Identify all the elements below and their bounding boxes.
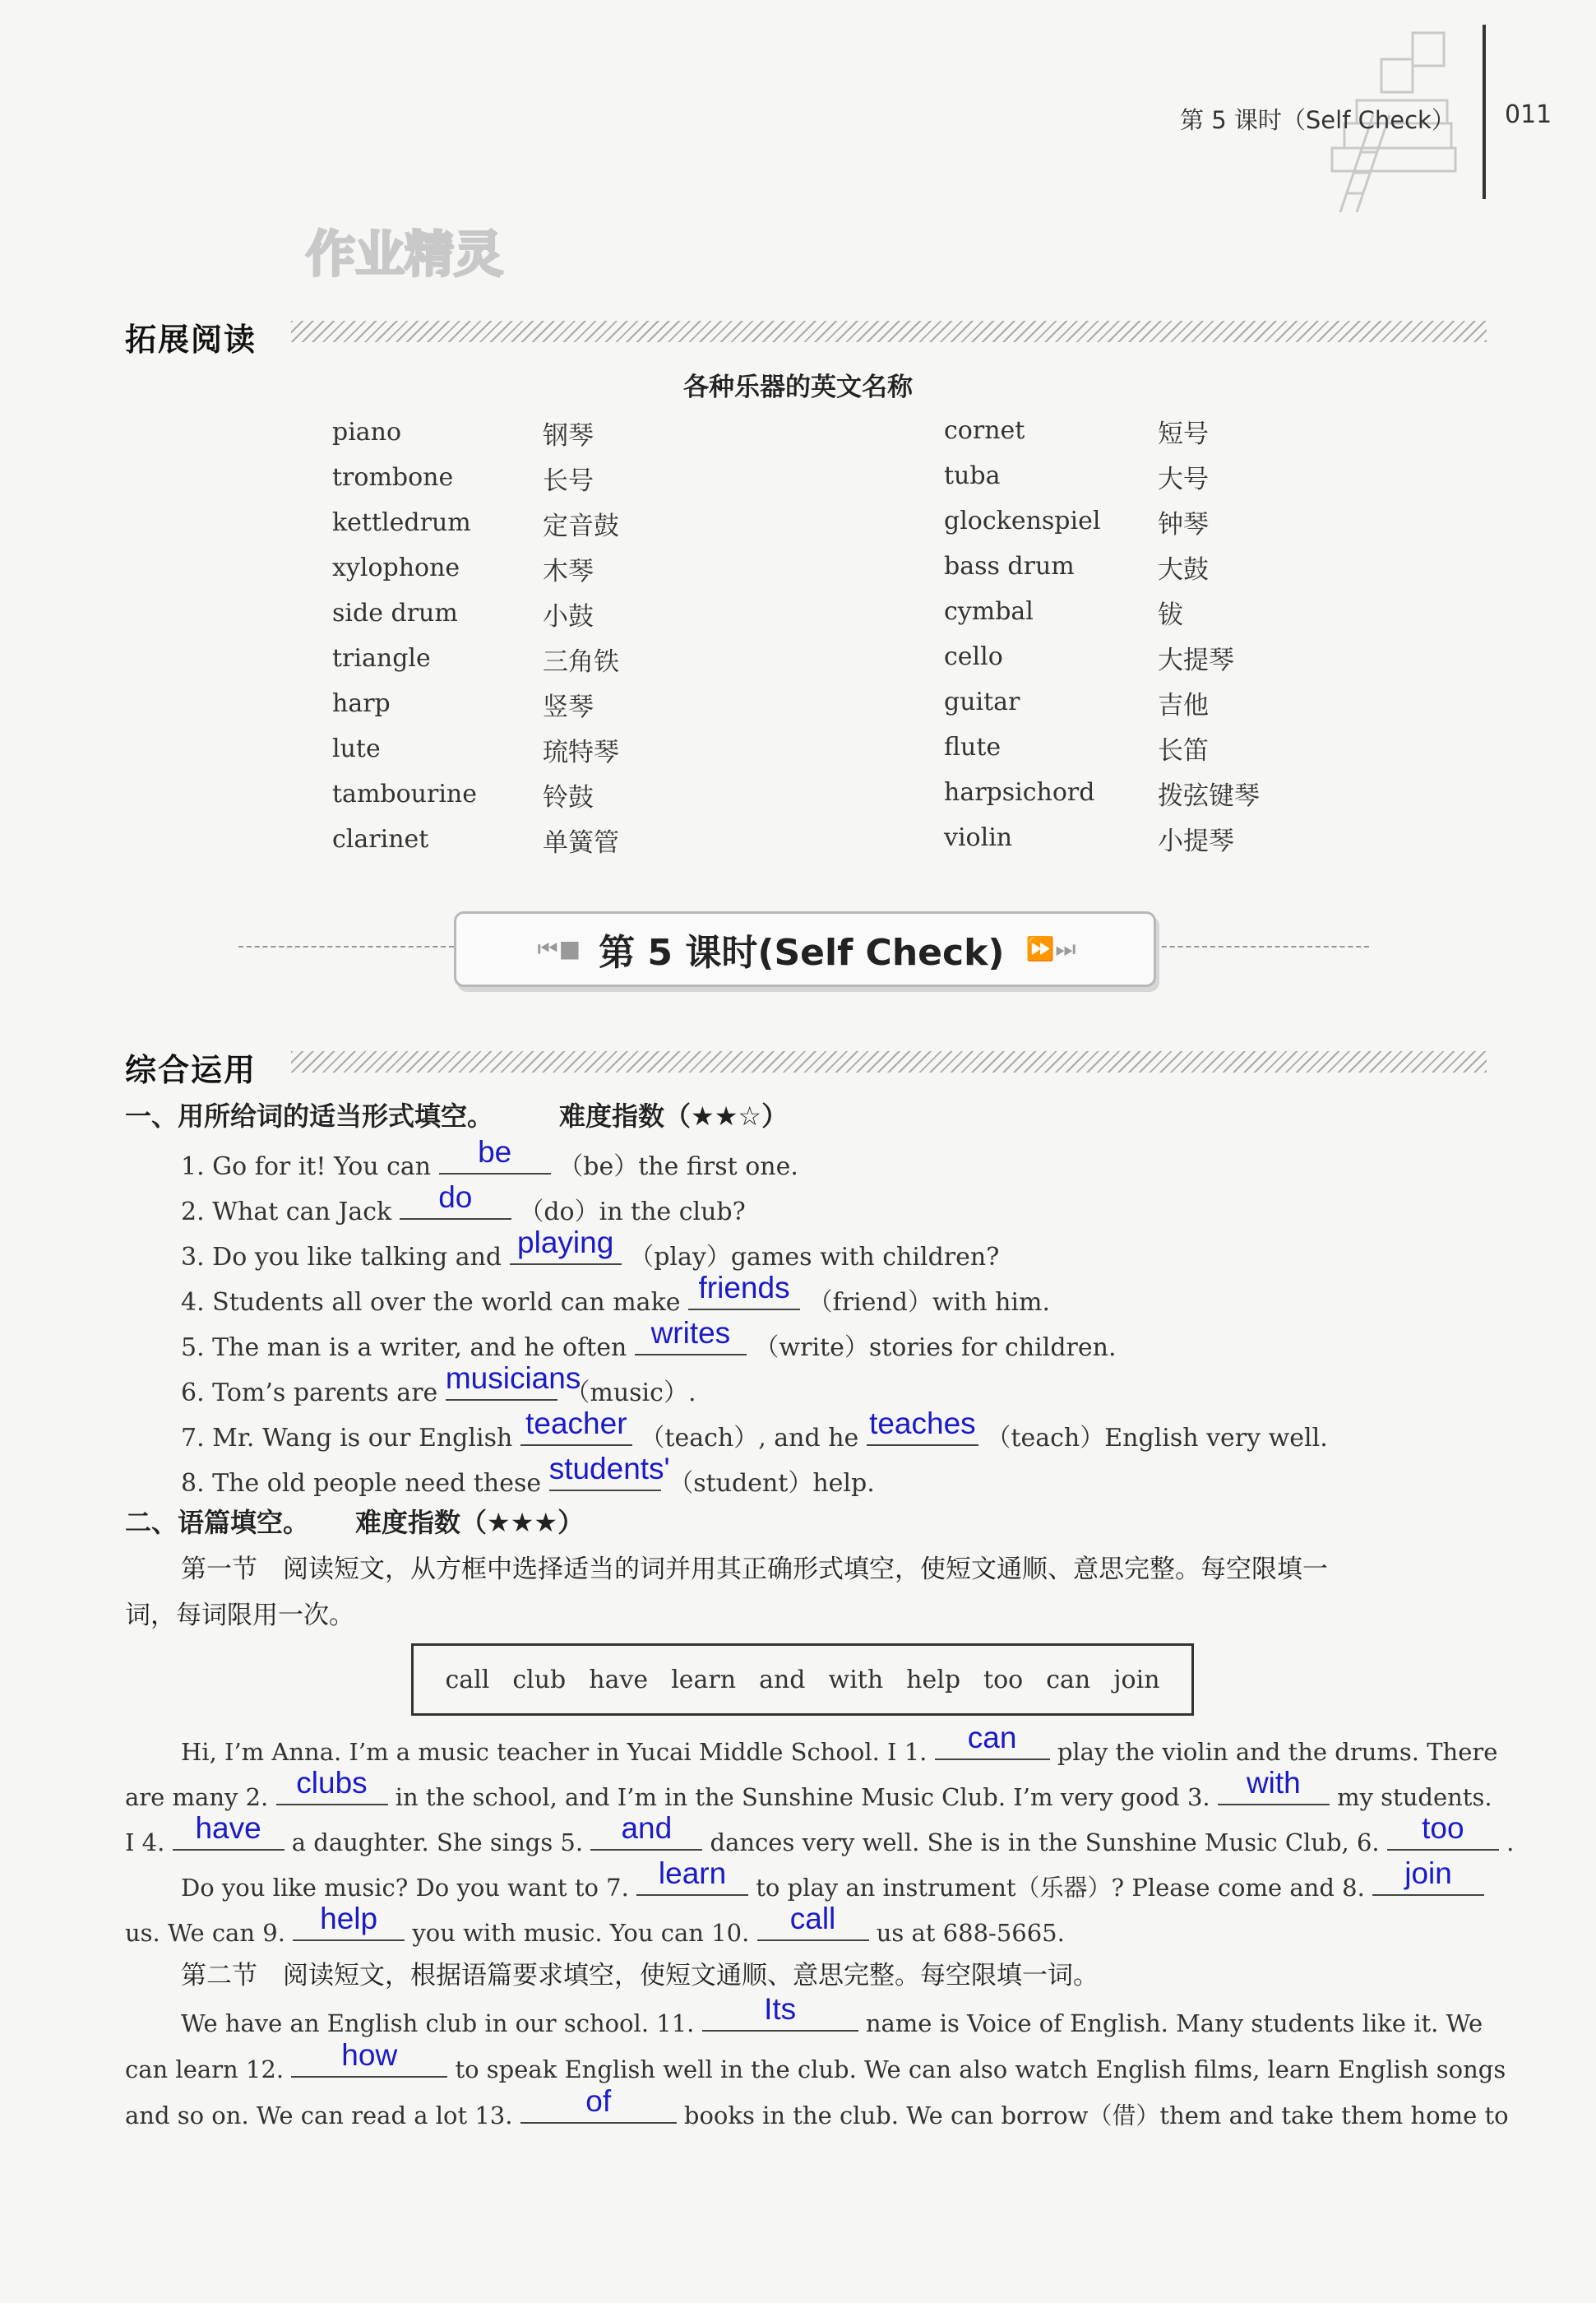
banner-dashed-line-left	[238, 946, 454, 948]
instrument-zh: 铃鼓	[543, 783, 594, 813]
exercise-item: 4. Students all over the world can make friends （friend）with him.	[181, 1271, 1050, 1317]
exercise-item: 5. The man is a writer, and he often writes （write）stories for children.	[181, 1316, 1117, 1362]
instrument-en: harpsichord	[944, 778, 1095, 807]
exercise-item: 2. What can Jack do （do）in the club?	[181, 1180, 746, 1226]
instrument-zh: 三角铁	[543, 647, 619, 677]
answer-blank[interactable]: too	[1387, 1821, 1499, 1851]
instrument-en: kettledrum	[332, 508, 471, 537]
lesson-banner-title: 第 5 课时(Self Check)	[599, 932, 1005, 974]
answer-blank[interactable]: do	[400, 1190, 511, 1220]
answer-blank[interactable]: of	[520, 2094, 677, 2124]
instrument-en: side drum	[332, 599, 458, 628]
instrument-en: glockenspiel	[944, 507, 1101, 535]
instrument-zh: 小提琴	[1158, 827, 1234, 856]
answer-blank[interactable]: teaches	[867, 1416, 978, 1446]
instrument-en: tambourine	[332, 780, 477, 809]
instrument-zh: 钢琴	[543, 421, 594, 451]
section-title-comprehensive: 综合运用	[125, 1052, 257, 1088]
word-option: too	[983, 1665, 1024, 1694]
lesson-banner	[454, 911, 1156, 987]
answer-blank[interactable]: join	[1372, 1866, 1484, 1896]
word-option: club	[512, 1665, 567, 1694]
instrument-en: violin	[944, 823, 1013, 852]
instrument-en: cello	[944, 642, 1003, 671]
exercise-item: 6. Tom’s parents are musicians （music）.	[181, 1361, 696, 1407]
instrument-zh: 竖琴	[543, 693, 594, 722]
instrument-en: bass drum	[944, 552, 1075, 581]
exercise-item: 3. Do you like talking and playing （play）games with children?	[181, 1226, 1000, 1272]
answer-blank[interactable]: help	[293, 1911, 405, 1941]
exercise-item: 1. Go for it! You can be （be）the first one.	[181, 1135, 798, 1181]
instrument-en: trombone	[332, 463, 454, 492]
instrument-zh: 长号	[543, 466, 594, 496]
answer-blank[interactable]: with	[1218, 1776, 1330, 1805]
instrument-en: cymbal	[944, 597, 1034, 626]
instrument-zh: 钟琴	[1158, 510, 1209, 540]
answer-blank[interactable]: clubs	[276, 1776, 388, 1805]
instrument-en: tuba	[944, 461, 1001, 490]
word-option: can	[1046, 1665, 1091, 1694]
instrument-zh: 大提琴	[1158, 646, 1234, 675]
instrument-en: harp	[332, 689, 391, 718]
answer-blank[interactable]: can	[935, 1731, 1050, 1760]
word-option: learn	[671, 1665, 737, 1694]
instrument-en: flute	[944, 733, 1002, 762]
instrument-zh: 大鼓	[1158, 555, 1209, 585]
answer-blank[interactable]: have	[173, 1821, 285, 1851]
instrument-en: clarinet	[332, 825, 429, 854]
passage-line: Do you like music? Do you want to 7. learn to play an instrument（乐器）? Please come and 8. join	[181, 1866, 1484, 1903]
answer-blank[interactable]: friends	[688, 1281, 800, 1310]
header-divider	[1483, 25, 1486, 199]
word-option: call	[445, 1665, 490, 1694]
rewind-icon: ⏮ ■	[537, 935, 578, 962]
watermark: 作业精灵	[306, 226, 503, 284]
section-title-extended-reading: 拓展阅读	[125, 322, 257, 358]
word-option: with	[828, 1665, 884, 1694]
passage-line: and so on. We can read a lot 13. of books in the club. We can borrow（借）them and take them home to	[125, 2084, 1509, 2129]
passage-line: us. We can 9. help you with music. You can 10. call us at 688-5665.	[125, 1902, 1065, 1947]
instrument-zh: 吉他	[1158, 691, 1209, 721]
instrument-en: lute	[332, 734, 381, 763]
fast-forward-icon: ⏩ ⏭	[1025, 935, 1073, 962]
section1-instruction-cont: 词，每词限用一次。	[125, 1601, 354, 1630]
answer-blank[interactable]: musicians	[446, 1371, 557, 1401]
passage-line: can learn 12. how to speak English well in the club. We can also watch English films, learn English songs	[125, 2038, 1506, 2083]
exercise-item: 7. Mr. Wang is our English teacher （teach）, and he teaches （teach）English very well.	[181, 1406, 1328, 1453]
instrument-en: xylophone	[332, 554, 460, 582]
word-option: join	[1113, 1665, 1160, 1694]
answer-blank[interactable]: teacher	[520, 1416, 632, 1446]
passage-line: I 4. have a daughter. She sings 5. and dances very well. She is in the Sunshine Music Club, 6. too .	[125, 1811, 1515, 1856]
answer-blank[interactable]: be	[439, 1145, 551, 1175]
instrument-list-title: 各种乐器的英文名称	[683, 373, 913, 402]
exercise-item: 8. The old people need these students' （student）help.	[181, 1452, 875, 1498]
part2-heading: 二、语篇填空。 难度指数（★★★）	[125, 1507, 585, 1538]
header-lesson-title: 第 5 课时（Self Check）	[1180, 106, 1455, 134]
instrument-zh: 长笛	[1158, 736, 1209, 766]
instrument-en: guitar	[944, 688, 1020, 716]
part1-heading: 一、用所给词的适当形式填空。 难度指数（★★☆）	[125, 1101, 789, 1132]
instrument-zh: 单簧管	[543, 828, 619, 858]
section2-instruction: 第二节 阅读短文，根据语篇要求填空，使短文通顺、意思完整。每空限填一词。	[181, 1961, 1099, 1990]
word-option: and	[759, 1665, 806, 1694]
answer-blank[interactable]: and	[590, 1821, 702, 1851]
section1-instruction: 第一节 阅读短文，从方框中选择适当的词并用其正确形式填空，使短文通顺、意思完整。每空限填一	[181, 1555, 1328, 1584]
instrument-zh: 短号	[1158, 419, 1209, 449]
instrument-zh: 拨弦键琴	[1158, 781, 1260, 811]
passage-line: are many 2. clubs in the school, and I’m in the Sunshine Music Club. I’m very good 3. with my students.	[125, 1766, 1492, 1811]
instrument-en: cornet	[944, 416, 1025, 445]
instrument-zh: 钹	[1158, 600, 1183, 630]
instrument-zh: 定音鼓	[543, 512, 619, 541]
answer-blank[interactable]: writes	[635, 1326, 747, 1355]
passage-line: We have an English club in our school. 11. Its name is Voice of English. Many students like it. We	[181, 1992, 1483, 2037]
answer-blank[interactable]: students'	[549, 1462, 661, 1491]
section-divider	[291, 1051, 1487, 1073]
answer-blank[interactable]: how	[291, 2048, 447, 2078]
instrument-zh: 小鼓	[543, 602, 594, 632]
word-option: have	[589, 1665, 649, 1694]
answer-blank[interactable]: call	[757, 1911, 869, 1941]
instrument-en: piano	[332, 418, 402, 447]
section-divider	[291, 321, 1487, 342]
instrument-zh: 琉特琴	[543, 738, 619, 767]
instrument-zh: 大号	[1158, 465, 1209, 494]
word-box	[411, 1643, 1194, 1716]
passage-line: Hi, I’m Anna. I’m a music teacher in Yucai Middle School. I 1. can play the violin and the drums. There	[181, 1721, 1498, 1766]
answer-blank[interactable]: Its	[702, 2002, 858, 2032]
instrument-en: triangle	[332, 644, 431, 673]
banner-dashed-line-right	[1154, 946, 1369, 948]
page-number: 011	[1505, 100, 1552, 129]
answer-blank[interactable]: playing	[510, 1235, 622, 1265]
instrument-zh: 木琴	[543, 557, 594, 586]
answer-blank[interactable]: learn	[636, 1866, 748, 1896]
word-option: help	[906, 1665, 961, 1694]
